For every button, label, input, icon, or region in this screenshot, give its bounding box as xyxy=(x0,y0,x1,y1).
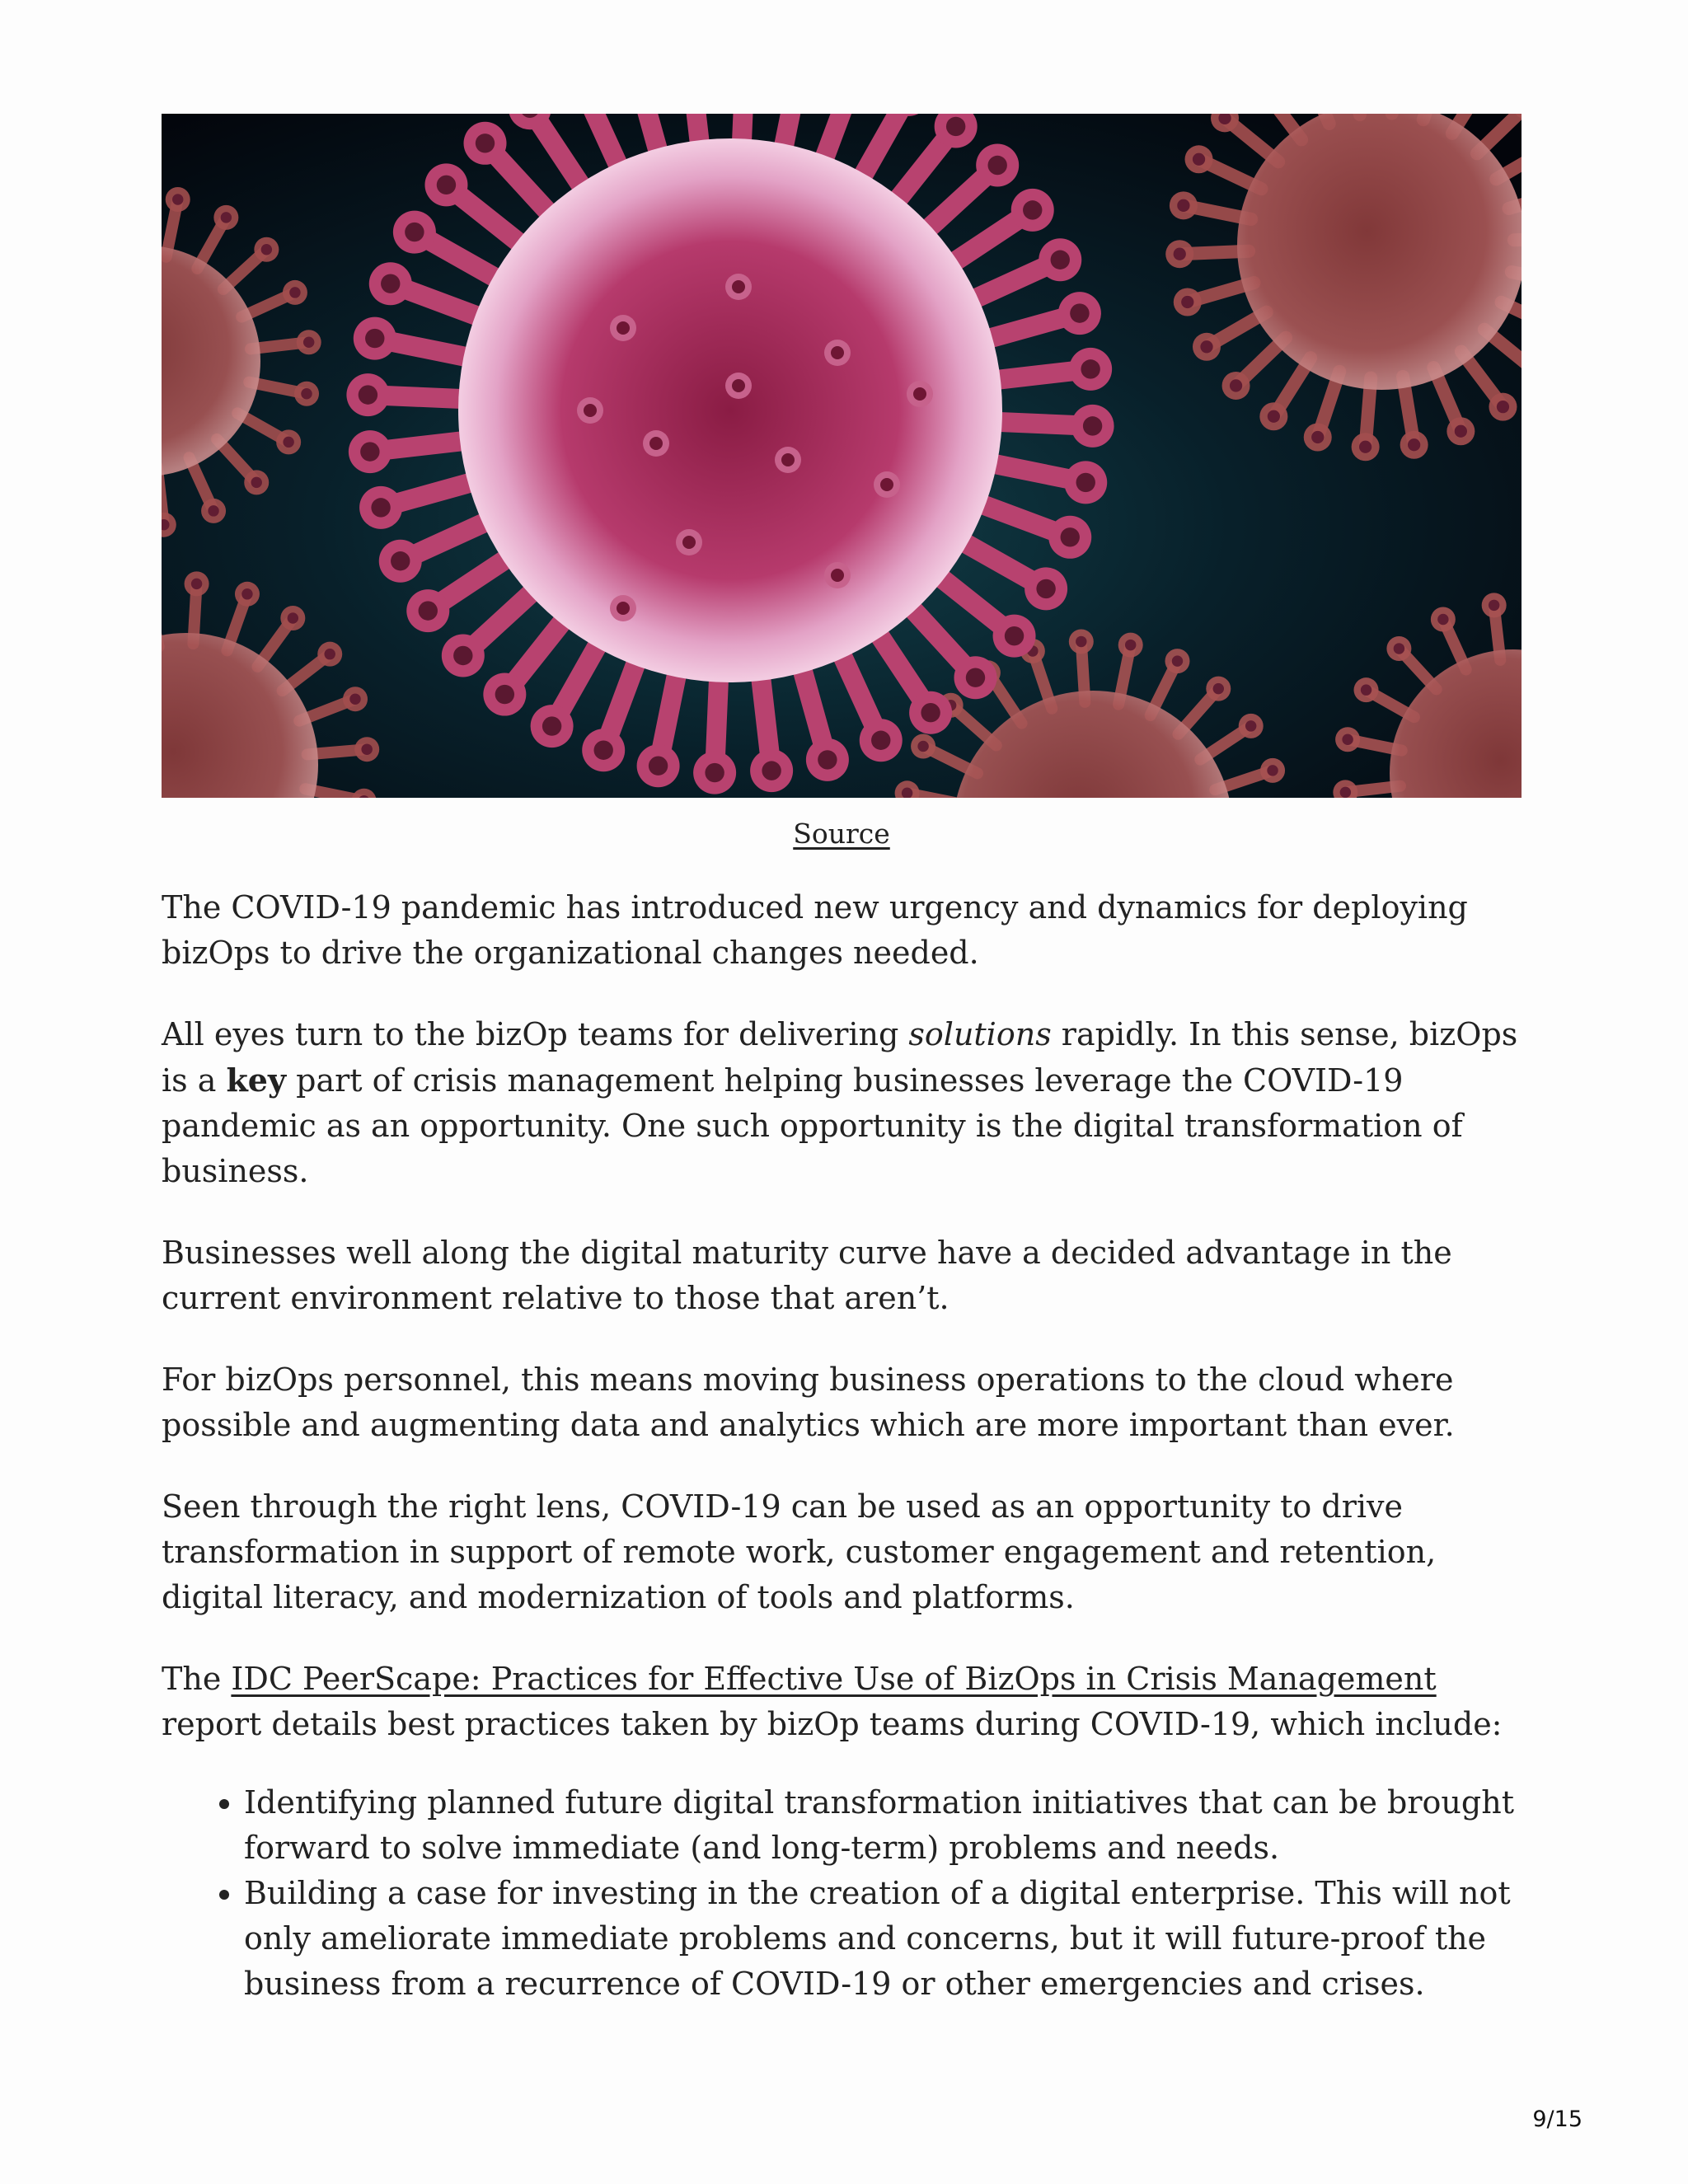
paragraph-digital-maturity: Businesses well along the digital maturity curve have a decided advantage in the current environment relative to those that aren’t. xyxy=(162,1235,1452,1316)
emphasis-solutions: solutions xyxy=(908,1016,1052,1052)
paragraph-bizop-teams xyxy=(162,1012,1522,1194)
paragraph-text: part of crisis management helping businesses leverage the COVID-19 pandemic as an opportunity. One such opportunity is the digital transformation of business. xyxy=(162,1062,1463,1189)
image-caption xyxy=(162,816,1522,852)
paragraph-right-lens: Seen through the right lens, COVID-19 can be used as an opportunity to drive transformation in support of remote work, customer engagement and retention, digital literacy, and modernization of tools and platforms. xyxy=(162,1488,1437,1615)
paragraph-text: All eyes turn to the bizOp teams for delivering xyxy=(162,1016,909,1052)
list-item: • Building a case for investing in the creation of a digital enterprise. This will not only ameliorate immediate problems and concerns, but it will future-proof the business from a recurrence of COVID-19 or other emergencies and crises. xyxy=(244,1871,1522,2007)
paragraph-text: The xyxy=(162,1661,232,1697)
paragraph-idc-report xyxy=(162,1657,1522,1747)
paragraph-bizops-personnel: For bizOps personnel, this means moving business operations to the cloud where possible and augmenting data and analytics which are more important than ever. xyxy=(162,1361,1455,1443)
paragraph-text: rapidly. In this sense, bizOps is a xyxy=(162,1016,1518,1099)
source-link[interactable]: Source xyxy=(793,818,890,850)
list-item: • Identifying planned future digital transformation initiatives that can be brought forward to solve immediate (and long-term) problems and needs. xyxy=(244,1780,1522,1871)
page-number: 9/15 xyxy=(1532,2107,1582,2132)
article-page xyxy=(162,114,1522,2007)
coronavirus-illustration-icon xyxy=(162,114,1522,798)
idc-report-link[interactable]: IDC PeerScape: Practices for Effective Use of BizOps in Crisis Management xyxy=(231,1661,1437,1697)
best-practices-list xyxy=(162,1780,1522,2007)
paragraph-covid-urgency: The COVID-19 pandemic has introduced new urgency and dynamics for deploying bizOps to drive the organizational changes needed. xyxy=(162,889,1468,971)
bold-key: key xyxy=(226,1062,287,1099)
paragraph-text: report details best practices taken by bizOp teams during COVID-19, which include: xyxy=(162,1706,1503,1742)
